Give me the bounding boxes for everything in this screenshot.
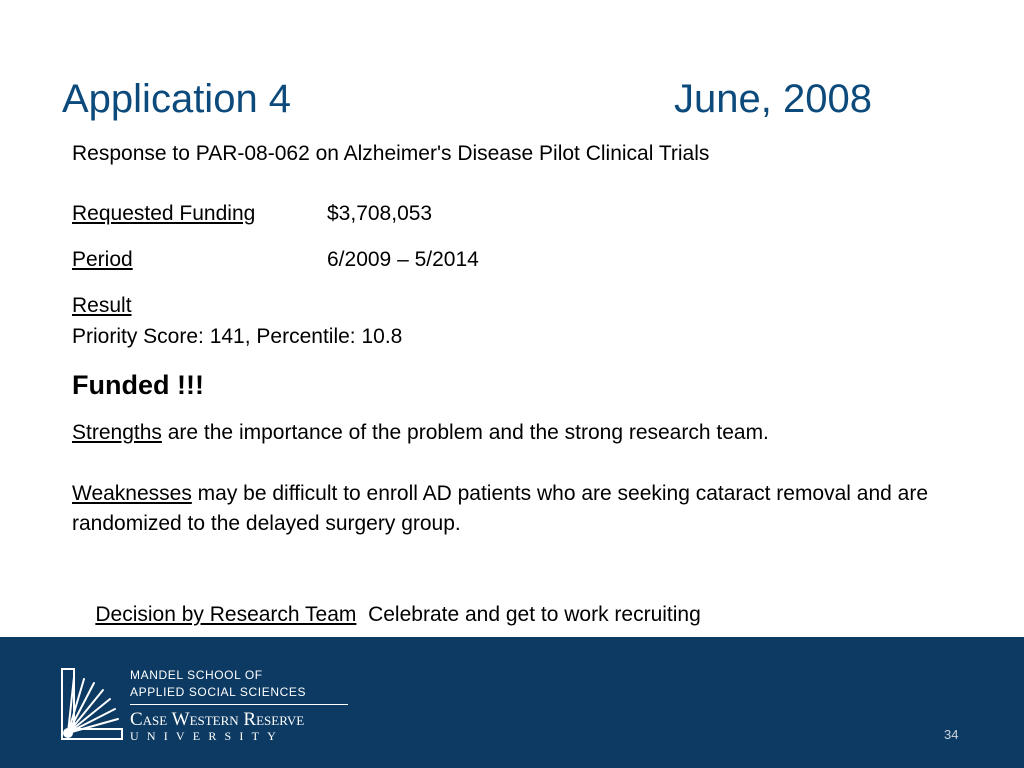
funding-value: $3,708,053: [327, 202, 433, 225]
decision-label: Decision by Research Team: [95, 603, 357, 626]
decision-text: Celebrate and get to work recruiting: [356, 603, 701, 626]
footer-band: [0, 637, 1024, 768]
sunburst-logo-icon: [60, 665, 124, 741]
funding-row: [72, 200, 433, 228]
title-row: [62, 74, 942, 126]
period-label: Period: [72, 248, 133, 271]
period-row: [72, 246, 479, 274]
funded-heading: Funded !!!: [72, 370, 204, 400]
funding-label: Requested Funding: [72, 202, 256, 225]
period-value: 6/2009 – 5/2014: [327, 248, 479, 271]
strengths-label: Strengths: [72, 421, 162, 444]
school-name-line1: MANDEL SCHOOL OF: [130, 668, 263, 682]
result-text: Priority Score: 141, Percentile: 10.8: [72, 325, 403, 348]
strengths-text: are the importance of the problem and the strong research team.: [161, 421, 769, 444]
weaknesses-paragraph: [72, 479, 952, 539]
university-name: Case Western Reserve: [130, 709, 305, 730]
school-name-line2: APPLIED SOCIAL SCIENCES: [130, 685, 307, 699]
strengths-paragraph: [72, 418, 952, 448]
page-number: 34: [944, 727, 959, 742]
weaknesses-label: Weaknesses: [72, 482, 192, 505]
university-word: UNIVERSITY: [130, 729, 284, 743]
slide-date: June, 2008: [674, 77, 872, 121]
subtitle: Response to PAR-08-062 on Alzheimer's Disease Pilot Clinical Trials: [72, 142, 710, 165]
result-label: Result: [72, 294, 132, 317]
slide-title: Application 4: [62, 77, 292, 121]
result-label-row: [72, 292, 132, 320]
weaknesses-text: may be difficult to enroll AD patients who are seeking cataract removal and are randomized to the delayed surgery group.: [72, 482, 929, 535]
logo-divider: [130, 704, 348, 705]
